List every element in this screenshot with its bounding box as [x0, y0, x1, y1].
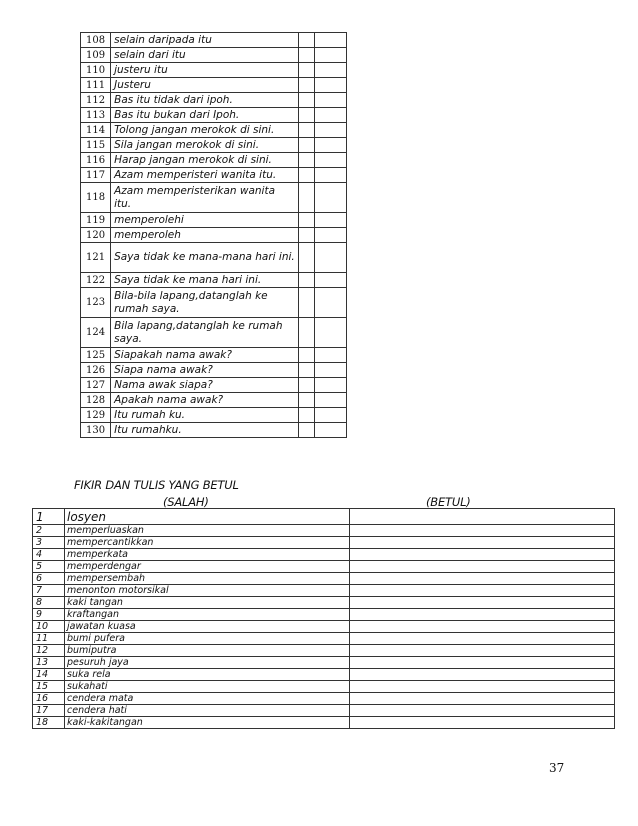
row-number: 116 [81, 153, 111, 168]
answer-cell [298, 168, 314, 183]
row-number: 12 [33, 645, 65, 657]
row-number: 15 [33, 681, 65, 693]
row-number: 8 [33, 597, 65, 609]
row-number: 122 [81, 273, 111, 288]
row-number: 127 [81, 378, 111, 393]
row-number: 110 [81, 63, 111, 78]
row-number: 126 [81, 363, 111, 378]
row-number: 121 [81, 243, 111, 273]
row-number: 125 [81, 348, 111, 363]
sentence-cell: Bas itu tidak dari ipoh. [111, 93, 299, 108]
answer-cell [314, 93, 346, 108]
answer-cell [314, 363, 346, 378]
answer-cell [314, 123, 346, 138]
answer-cell [314, 393, 346, 408]
sentence-cell: Sila jangan merokok di sini. [111, 138, 299, 153]
answer-cell [298, 408, 314, 423]
row-number: 13 [33, 657, 65, 669]
section-title: FIKIR DAN TULIS YANG BETUL [74, 478, 239, 492]
table-row [81, 153, 347, 168]
table-row [81, 78, 347, 93]
table-row [81, 363, 347, 378]
row-number: 114 [81, 123, 111, 138]
column-header-betul: (BETUL) [426, 495, 471, 509]
correct-answer-cell[interactable] [350, 645, 615, 657]
answer-cell [314, 138, 346, 153]
sentence-cell: selain daripada itu [111, 33, 299, 48]
table-row [81, 48, 347, 63]
sentence-cell: Saya tidak ke mana hari ini. [111, 273, 299, 288]
answer-cell [298, 393, 314, 408]
table-row [33, 693, 615, 705]
wrong-word-cell: memperkata [65, 549, 350, 561]
answer-cell [314, 378, 346, 393]
row-number: 115 [81, 138, 111, 153]
answer-cell [298, 228, 314, 243]
row-number: 111 [81, 78, 111, 93]
answer-cell [298, 48, 314, 63]
correct-answer-cell[interactable] [350, 681, 615, 693]
answer-cell [298, 213, 314, 228]
wrong-word-cell: losyen [65, 509, 350, 525]
table-row [33, 645, 615, 657]
table-row [33, 585, 615, 597]
answer-cell [314, 408, 346, 423]
correct-answer-cell[interactable] [350, 717, 615, 729]
correction-table [32, 508, 615, 729]
wrong-word-cell: mempercantikkan [65, 537, 350, 549]
row-number: 119 [81, 213, 111, 228]
wrong-word-cell: memperdengar [65, 561, 350, 573]
row-number: 2 [33, 525, 65, 537]
row-number: 109 [81, 48, 111, 63]
sentence-cell: Itu rumah ku. [111, 408, 299, 423]
table-row [81, 243, 347, 273]
row-number: 118 [81, 183, 111, 213]
table-row [33, 509, 615, 525]
sentence-cell: Bila lapang,datanglah ke rumah saya. [111, 318, 299, 348]
row-number: 108 [81, 33, 111, 48]
table-row [33, 705, 615, 717]
wrong-word-cell: cendera hati [65, 705, 350, 717]
sentence-cell: Saya tidak ke mana-mana hari ini. [111, 243, 299, 273]
row-number: 4 [33, 549, 65, 561]
sentence-cell: memperoleh [111, 228, 299, 243]
table-row [33, 717, 615, 729]
correct-answer-cell[interactable] [350, 509, 615, 525]
wrong-word-cell: sukahati [65, 681, 350, 693]
table-row [81, 93, 347, 108]
row-number: 14 [33, 669, 65, 681]
answer-cell [314, 33, 346, 48]
table-row [81, 108, 347, 123]
answer-cell [314, 243, 346, 273]
sentence-cell: Apakah nama awak? [111, 393, 299, 408]
row-number: 1 [33, 509, 65, 525]
wrong-word-cell: kraftangan [65, 609, 350, 621]
row-number: 117 [81, 168, 111, 183]
wrong-word-cell: menonton motorsikal [65, 585, 350, 597]
row-number: 124 [81, 318, 111, 348]
answer-cell [298, 153, 314, 168]
answer-cell [298, 183, 314, 213]
table-row [33, 669, 615, 681]
table-row [81, 33, 347, 48]
sentence-cell: Siapa nama awak? [111, 363, 299, 378]
answer-cell [314, 318, 346, 348]
correct-answer-cell[interactable] [350, 573, 615, 585]
correct-answer-cell[interactable] [350, 705, 615, 717]
correct-answer-cell[interactable] [350, 693, 615, 705]
answer-cell [298, 63, 314, 78]
answer-cell [298, 33, 314, 48]
row-number: 120 [81, 228, 111, 243]
answer-cell [314, 213, 346, 228]
page-number: 37 [549, 761, 565, 775]
row-number: 128 [81, 393, 111, 408]
sentence-cell: selain dari itu [111, 48, 299, 63]
answer-cell [298, 123, 314, 138]
table-row [81, 63, 347, 78]
answer-cell [298, 108, 314, 123]
row-number: 129 [81, 408, 111, 423]
table-row [33, 621, 615, 633]
answer-cell [298, 93, 314, 108]
correct-answer-cell[interactable] [350, 621, 615, 633]
row-number: 113 [81, 108, 111, 123]
answer-cell [314, 63, 346, 78]
correct-answer-cell[interactable] [350, 585, 615, 597]
sentence-cell: Harap jangan merokok di sini. [111, 153, 299, 168]
sentence-cell: Azam memperisteri wanita itu. [111, 168, 299, 183]
row-number: 10 [33, 621, 65, 633]
answer-cell [314, 48, 346, 63]
table-row [33, 657, 615, 669]
sentence-cell: Itu rumahku. [111, 423, 299, 438]
column-header-salah: (SALAH) [163, 495, 209, 509]
row-number: 6 [33, 573, 65, 585]
row-number: 5 [33, 561, 65, 573]
sentence-cell: Justeru [111, 78, 299, 93]
answer-cell [314, 348, 346, 363]
row-number: 112 [81, 93, 111, 108]
answer-cell [298, 78, 314, 93]
wrong-word-cell: memperluaskan [65, 525, 350, 537]
row-number: 17 [33, 705, 65, 717]
sentence-cell: justeru itu [111, 63, 299, 78]
answer-cell [298, 363, 314, 378]
table-row [81, 378, 347, 393]
table-row [33, 597, 615, 609]
answer-cell [298, 243, 314, 273]
table-row [33, 681, 615, 693]
table-row [81, 423, 347, 438]
table-row [81, 123, 347, 138]
answer-cell [298, 138, 314, 153]
answer-cell [298, 318, 314, 348]
answer-cell [298, 288, 314, 318]
table-row [33, 573, 615, 585]
wrong-word-cell: bumiputra [65, 645, 350, 657]
sentence-cell: Nama awak siapa? [111, 378, 299, 393]
answer-cell [298, 273, 314, 288]
table-row [33, 549, 615, 561]
correct-answer-cell[interactable] [350, 633, 615, 645]
correct-answer-cell[interactable] [350, 537, 615, 549]
table-row [81, 348, 347, 363]
table-row [81, 183, 347, 213]
wrong-word-cell: cendera mata [65, 693, 350, 705]
correct-answer-cell[interactable] [350, 561, 615, 573]
table-row [33, 609, 615, 621]
answer-cell [314, 288, 346, 318]
row-number: 7 [33, 585, 65, 597]
row-number: 9 [33, 609, 65, 621]
sentence-table-body [81, 33, 347, 438]
answer-cell [298, 378, 314, 393]
wrong-word-cell: kaki-kakitangan [65, 717, 350, 729]
sentence-cell: Tolong jangan merokok di sini. [111, 123, 299, 138]
wrong-word-cell: suka rela [65, 669, 350, 681]
sentence-cell: Siapakah nama awak? [111, 348, 299, 363]
row-number: 11 [33, 633, 65, 645]
answer-cell [314, 153, 346, 168]
sentence-table [80, 32, 347, 438]
table-row [81, 273, 347, 288]
wrong-word-cell: mempersembah [65, 573, 350, 585]
table-row [81, 213, 347, 228]
correct-answer-cell[interactable] [350, 597, 615, 609]
answer-cell [314, 108, 346, 123]
sentence-cell: Bila-bila lapang,datanglah ke rumah saya. [111, 288, 299, 318]
row-number: 123 [81, 288, 111, 318]
table-row [81, 288, 347, 318]
answer-cell [314, 228, 346, 243]
answer-cell [298, 423, 314, 438]
answer-cell [314, 273, 346, 288]
correction-table-body [33, 509, 615, 729]
wrong-word-cell: pesuruh jaya [65, 657, 350, 669]
row-number: 3 [33, 537, 65, 549]
table-row [81, 408, 347, 423]
row-number: 16 [33, 693, 65, 705]
wrong-word-cell: kaki tangan [65, 597, 350, 609]
correct-answer-cell[interactable] [350, 669, 615, 681]
table-row [33, 525, 615, 537]
table-row [81, 228, 347, 243]
sentence-cell: memperolehi [111, 213, 299, 228]
table-row [81, 168, 347, 183]
sentence-cell: Azam memperisterikan wanita itu. [111, 183, 299, 213]
wrong-word-cell: jawatan kuasa [65, 621, 350, 633]
answer-cell [314, 78, 346, 93]
row-number: 18 [33, 717, 65, 729]
correct-answer-cell[interactable] [350, 525, 615, 537]
table-row [33, 537, 615, 549]
sentence-cell: Bas itu bukan dari Ipoh. [111, 108, 299, 123]
correct-answer-cell[interactable] [350, 549, 615, 561]
answer-cell [314, 183, 346, 213]
table-row [81, 138, 347, 153]
correct-answer-cell[interactable] [350, 657, 615, 669]
table-row [33, 561, 615, 573]
table-row [81, 393, 347, 408]
table-row [81, 318, 347, 348]
answer-cell [314, 168, 346, 183]
row-number: 130 [81, 423, 111, 438]
answer-cell [314, 423, 346, 438]
wrong-word-cell: bumi pufera [65, 633, 350, 645]
answer-cell [298, 348, 314, 363]
correct-answer-cell[interactable] [350, 609, 615, 621]
table-row [33, 633, 615, 645]
